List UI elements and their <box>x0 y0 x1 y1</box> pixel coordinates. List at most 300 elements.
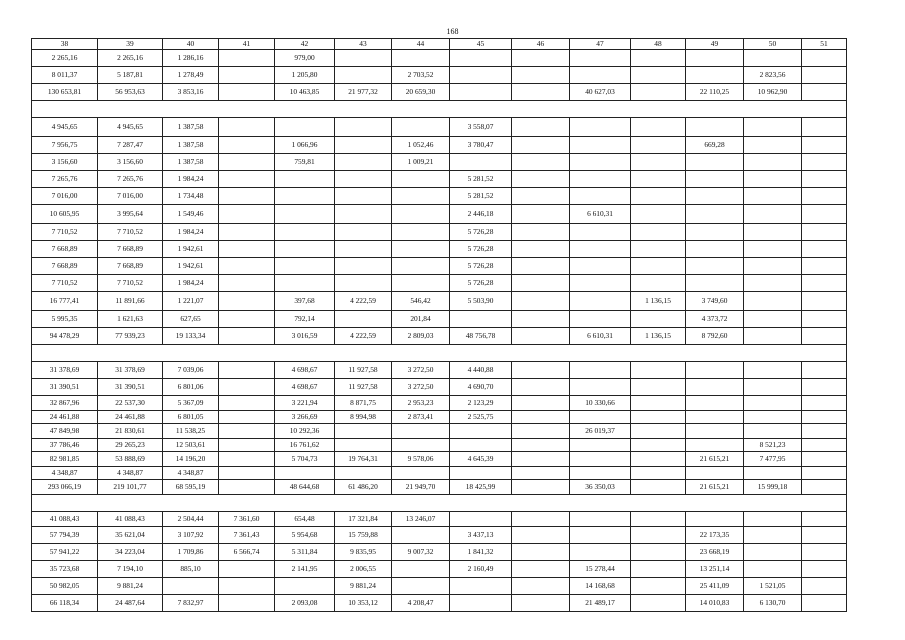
table-cell <box>744 50 802 67</box>
table-cell: 3 221,94 <box>275 396 335 411</box>
table-cell <box>219 67 275 84</box>
table-cell <box>631 396 686 411</box>
table-cell: 57 794,39 <box>32 527 98 544</box>
table-cell: 2 525,75 <box>450 411 512 424</box>
table-cell: 1 984,24 <box>163 224 219 241</box>
table-cell: 22 110,25 <box>686 84 744 101</box>
table-cell: 4 698,67 <box>275 362 335 379</box>
table-cell <box>570 527 631 544</box>
table-cell: 2 093,08 <box>275 595 335 612</box>
table-row <box>32 578 847 595</box>
table-cell <box>686 467 744 480</box>
table-cell <box>802 275 847 292</box>
column-header: 41 <box>219 39 275 50</box>
table-cell: 7 956,75 <box>32 137 98 154</box>
table-cell: 12 503,61 <box>163 439 219 452</box>
table-cell <box>570 154 631 171</box>
table-cell <box>744 379 802 396</box>
table-cell: 23 668,19 <box>686 544 744 561</box>
table-cell: 4 348,87 <box>32 467 98 480</box>
table-cell: 4 208,47 <box>392 595 450 612</box>
table-cell <box>512 578 570 595</box>
table-row <box>32 362 847 379</box>
table-cell: 8 994,98 <box>335 411 392 424</box>
table-cell: 15 278,44 <box>570 561 631 578</box>
table-cell <box>450 439 512 452</box>
table-cell <box>219 171 275 188</box>
table-row <box>32 424 847 439</box>
table-cell: 26 019,37 <box>570 424 631 439</box>
table-cell <box>512 512 570 527</box>
table-cell <box>512 241 570 258</box>
table-cell: 21 830,61 <box>98 424 163 439</box>
table-cell: 37 786,46 <box>32 439 98 452</box>
table-cell: 34 223,04 <box>98 544 163 561</box>
table-cell <box>631 527 686 544</box>
table-cell: 22 537,30 <box>98 396 163 411</box>
table-cell <box>392 188 450 205</box>
table-cell: 41 088,43 <box>32 512 98 527</box>
table-cell: 3 272,50 <box>392 362 450 379</box>
table-cell <box>631 439 686 452</box>
table-row <box>32 595 847 612</box>
table-cell: 1 136,15 <box>631 328 686 345</box>
table-row <box>32 328 847 345</box>
table-cell: 1 621,63 <box>98 311 163 328</box>
table-cell <box>686 171 744 188</box>
table-cell: 7 710,52 <box>32 224 98 241</box>
table-cell: 7 194,10 <box>98 561 163 578</box>
table-cell <box>802 396 847 411</box>
table-row <box>32 480 847 495</box>
table-cell <box>570 188 631 205</box>
table-cell <box>219 118 275 137</box>
table-cell: 15 999,18 <box>744 480 802 495</box>
column-header: 45 <box>450 39 512 50</box>
table-cell: 14 196,20 <box>163 452 219 467</box>
table-cell <box>512 188 570 205</box>
table-row <box>32 224 847 241</box>
table-cell: 10 463,85 <box>275 84 335 101</box>
table-row <box>32 67 847 84</box>
section-separator-row <box>32 495 847 512</box>
table-row <box>32 118 847 137</box>
table-cell: 56 953,63 <box>98 84 163 101</box>
table-cell: 21 949,70 <box>392 480 450 495</box>
table-cell <box>219 311 275 328</box>
table-row <box>32 241 847 258</box>
table-cell <box>686 411 744 424</box>
table-cell <box>392 439 450 452</box>
table-cell <box>163 578 219 595</box>
table-cell <box>275 578 335 595</box>
table-cell: 19 764,31 <box>335 452 392 467</box>
table-cell: 31 390,51 <box>98 379 163 396</box>
table-cell: 3 558,07 <box>450 118 512 137</box>
table-cell: 3 995,64 <box>98 205 163 224</box>
table-cell: 3 749,60 <box>686 292 744 311</box>
table-cell <box>802 424 847 439</box>
table-cell: 4 348,87 <box>98 467 163 480</box>
table-cell <box>802 527 847 544</box>
table-cell <box>219 439 275 452</box>
table-cell: 1 521,05 <box>744 578 802 595</box>
table-cell <box>335 224 392 241</box>
table-cell: 9 881,24 <box>98 578 163 595</box>
table-cell: 669,28 <box>686 137 744 154</box>
table-cell <box>631 379 686 396</box>
column-header: 44 <box>392 39 450 50</box>
table-cell <box>275 224 335 241</box>
table-cell: 8 792,60 <box>686 328 744 345</box>
table-cell <box>686 439 744 452</box>
table-cell <box>570 137 631 154</box>
table-cell <box>219 328 275 345</box>
table-cell: 7 710,52 <box>98 275 163 292</box>
table-cell: 6 610,31 <box>570 205 631 224</box>
table-cell <box>512 311 570 328</box>
table-cell: 4 348,87 <box>163 467 219 480</box>
table-cell <box>335 67 392 84</box>
table-row <box>32 439 847 452</box>
table-cell <box>570 275 631 292</box>
table-cell <box>219 275 275 292</box>
table-cell: 68 595,19 <box>163 480 219 495</box>
table-cell: 4 690,70 <box>450 379 512 396</box>
table-cell: 1 387,58 <box>163 137 219 154</box>
table-cell: 7 668,89 <box>98 258 163 275</box>
table-cell <box>335 188 392 205</box>
table-cell: 32 867,96 <box>32 396 98 411</box>
table-cell <box>744 292 802 311</box>
column-header: 48 <box>631 39 686 50</box>
table-cell: 10 605,95 <box>32 205 98 224</box>
table-cell <box>512 379 570 396</box>
column-header: 49 <box>686 39 744 50</box>
table-cell <box>631 118 686 137</box>
table-cell <box>631 137 686 154</box>
table-cell <box>512 396 570 411</box>
table-cell <box>219 224 275 241</box>
table-cell: 82 981,85 <box>32 452 98 467</box>
table-cell <box>570 118 631 137</box>
table-cell <box>744 154 802 171</box>
table-cell <box>744 258 802 275</box>
table-cell: 1 286,16 <box>163 50 219 67</box>
table-cell <box>802 480 847 495</box>
table-cell <box>219 362 275 379</box>
table-cell <box>802 67 847 84</box>
table-cell: 2 703,52 <box>392 67 450 84</box>
table-cell <box>686 67 744 84</box>
table-cell: 21 615,21 <box>686 480 744 495</box>
table-cell: 1 136,15 <box>631 292 686 311</box>
column-header: 43 <box>335 39 392 50</box>
table-cell: 397,68 <box>275 292 335 311</box>
table-cell: 6 566,74 <box>219 544 275 561</box>
table-cell: 2 446,18 <box>450 205 512 224</box>
table-cell <box>392 561 450 578</box>
table-cell <box>275 241 335 258</box>
table-cell <box>570 241 631 258</box>
header-row <box>32 39 847 50</box>
table-cell <box>744 424 802 439</box>
table-cell: 18 425,99 <box>450 480 512 495</box>
table-cell: 293 066,19 <box>32 480 98 495</box>
table-cell <box>219 561 275 578</box>
table-cell: 3 107,92 <box>163 527 219 544</box>
table-cell <box>450 467 512 480</box>
table-cell <box>219 188 275 205</box>
table-cell <box>512 411 570 424</box>
table-cell: 3 780,47 <box>450 137 512 154</box>
table-cell: 219 101,77 <box>98 480 163 495</box>
table-cell: 2 006,55 <box>335 561 392 578</box>
table-cell <box>450 595 512 612</box>
table-cell <box>631 561 686 578</box>
table-cell <box>631 595 686 612</box>
table-cell <box>219 396 275 411</box>
table-cell <box>450 311 512 328</box>
table-cell <box>219 424 275 439</box>
table-row <box>32 544 847 561</box>
table-cell <box>512 224 570 241</box>
column-header: 50 <box>744 39 802 50</box>
table-cell <box>631 258 686 275</box>
table-row <box>32 379 847 396</box>
table-cell <box>570 311 631 328</box>
column-header: 46 <box>512 39 570 50</box>
table-cell: 2 809,03 <box>392 328 450 345</box>
table-cell <box>686 424 744 439</box>
table-cell <box>631 452 686 467</box>
table-cell <box>219 241 275 258</box>
table-cell <box>335 311 392 328</box>
table-cell <box>570 292 631 311</box>
table-cell <box>631 188 686 205</box>
table-cell <box>392 258 450 275</box>
table-cell: 17 321,84 <box>335 512 392 527</box>
table-cell <box>275 188 335 205</box>
table-cell <box>686 50 744 67</box>
table-cell: 24 461,88 <box>98 411 163 424</box>
table-row <box>32 561 847 578</box>
table-cell <box>570 439 631 452</box>
table-row <box>32 396 847 411</box>
table-cell: 36 350,03 <box>570 480 631 495</box>
table-cell <box>744 311 802 328</box>
table-cell: 47 849,98 <box>32 424 98 439</box>
table-cell <box>450 84 512 101</box>
table-cell <box>512 480 570 495</box>
table-cell <box>392 224 450 241</box>
table-cell <box>219 137 275 154</box>
table-cell <box>392 171 450 188</box>
table-cell: 4 440,88 <box>450 362 512 379</box>
table-cell <box>512 561 570 578</box>
table-cell <box>631 171 686 188</box>
table-cell: 4 945,65 <box>98 118 163 137</box>
table-cell: 7 477,95 <box>744 452 802 467</box>
table-cell: 16 761,62 <box>275 439 335 452</box>
table-cell <box>335 171 392 188</box>
table-cell <box>802 258 847 275</box>
table-cell: 5 281,52 <box>450 188 512 205</box>
table-cell <box>802 512 847 527</box>
table-cell: 5 367,09 <box>163 396 219 411</box>
table-cell <box>219 50 275 67</box>
table-cell: 2 504,44 <box>163 512 219 527</box>
table-cell <box>512 50 570 67</box>
table-cell: 1 734,48 <box>163 188 219 205</box>
table-cell: 94 478,29 <box>32 328 98 345</box>
table-cell: 10 962,90 <box>744 84 802 101</box>
table-cell <box>744 118 802 137</box>
table-cell: 50 982,05 <box>32 578 98 595</box>
table-cell <box>802 411 847 424</box>
table-cell <box>392 467 450 480</box>
table-cell <box>631 411 686 424</box>
table-cell <box>744 411 802 424</box>
table-cell <box>335 50 392 67</box>
table-cell: 7 832,97 <box>163 595 219 612</box>
table-cell <box>570 258 631 275</box>
table-cell <box>392 205 450 224</box>
table-cell: 5 726,28 <box>450 241 512 258</box>
table-cell: 1 387,58 <box>163 154 219 171</box>
table-cell <box>512 67 570 84</box>
table-cell <box>570 362 631 379</box>
table-cell: 6 610,31 <box>570 328 631 345</box>
table-cell: 57 941,22 <box>32 544 98 561</box>
table-cell <box>512 292 570 311</box>
table-cell <box>686 362 744 379</box>
table-cell: 19 133,34 <box>163 328 219 345</box>
table-cell <box>744 561 802 578</box>
table-row <box>32 188 847 205</box>
table-cell: 13 251,14 <box>686 561 744 578</box>
table-cell <box>744 362 802 379</box>
table-cell <box>744 275 802 292</box>
table-cell: 1 984,24 <box>163 171 219 188</box>
table-cell: 4 222,59 <box>335 328 392 345</box>
table-cell <box>686 512 744 527</box>
table-cell <box>631 224 686 241</box>
table-cell: 35 723,68 <box>32 561 98 578</box>
table-cell <box>335 118 392 137</box>
table-cell: 31 378,69 <box>32 362 98 379</box>
table-cell: 4 222,59 <box>335 292 392 311</box>
table-row <box>32 258 847 275</box>
table-cell <box>802 84 847 101</box>
table-cell: 1 387,58 <box>163 118 219 137</box>
table-cell: 5 726,28 <box>450 275 512 292</box>
table-cell: 4 945,65 <box>32 118 98 137</box>
table-cell: 979,00 <box>275 50 335 67</box>
table-cell: 10 353,12 <box>335 595 392 612</box>
table-cell: 7 361,43 <box>219 527 275 544</box>
table-cell: 48 644,68 <box>275 480 335 495</box>
table-cell <box>512 118 570 137</box>
table-cell: 53 888,69 <box>98 452 163 467</box>
table-cell <box>219 595 275 612</box>
table-cell <box>512 439 570 452</box>
table-cell <box>744 188 802 205</box>
table-cell <box>512 258 570 275</box>
table-cell <box>631 362 686 379</box>
table-cell: 7 668,89 <box>32 258 98 275</box>
table-cell <box>450 154 512 171</box>
table-cell: 10 330,66 <box>570 396 631 411</box>
table-cell <box>802 362 847 379</box>
table-cell <box>219 467 275 480</box>
table-cell: 21 489,17 <box>570 595 631 612</box>
table-cell: 10 292,36 <box>275 424 335 439</box>
table-cell: 25 411,09 <box>686 578 744 595</box>
table-cell <box>570 512 631 527</box>
table-cell <box>512 154 570 171</box>
table-cell <box>275 258 335 275</box>
table-cell: 1 278,49 <box>163 67 219 84</box>
table-cell <box>802 241 847 258</box>
table-cell: 5 311,84 <box>275 544 335 561</box>
table-cell <box>631 205 686 224</box>
table-cell: 14 168,68 <box>570 578 631 595</box>
table-cell <box>512 137 570 154</box>
table-cell: 16 777,41 <box>32 292 98 311</box>
table-cell: 21 977,32 <box>335 84 392 101</box>
table-cell: 5 187,81 <box>98 67 163 84</box>
data-table <box>31 38 847 612</box>
table-row <box>32 84 847 101</box>
table-cell <box>335 137 392 154</box>
table-cell: 7 265,76 <box>98 171 163 188</box>
section-separator-row <box>32 101 847 118</box>
table-cell: 7 039,06 <box>163 362 219 379</box>
table-cell: 7 710,52 <box>32 275 98 292</box>
table-cell: 48 756,78 <box>450 328 512 345</box>
table-cell: 8 871,75 <box>335 396 392 411</box>
table-cell <box>631 480 686 495</box>
section-separator-row <box>32 345 847 362</box>
table-row <box>32 275 847 292</box>
table-cell <box>219 379 275 396</box>
table-cell <box>275 118 335 137</box>
table-cell <box>219 258 275 275</box>
table-cell: 7 710,52 <box>98 224 163 241</box>
table-cell <box>744 137 802 154</box>
table-cell <box>802 118 847 137</box>
table-cell: 11 891,66 <box>98 292 163 311</box>
table-row <box>32 411 847 424</box>
table-cell: 9 007,32 <box>392 544 450 561</box>
table-cell <box>802 544 847 561</box>
table-cell: 11 927,58 <box>335 379 392 396</box>
table-cell: 15 759,88 <box>335 527 392 544</box>
table-cell: 11 538,25 <box>163 424 219 439</box>
table-cell <box>631 50 686 67</box>
table-cell: 6 130,70 <box>744 595 802 612</box>
table-cell <box>686 118 744 137</box>
table-cell: 4 698,67 <box>275 379 335 396</box>
table-cell: 7 668,89 <box>32 241 98 258</box>
table-cell <box>570 171 631 188</box>
table-cell: 6 801,05 <box>163 411 219 424</box>
table-cell: 29 265,23 <box>98 439 163 452</box>
table-cell <box>686 275 744 292</box>
table-cell: 1 205,80 <box>275 67 335 84</box>
table-row <box>32 452 847 467</box>
